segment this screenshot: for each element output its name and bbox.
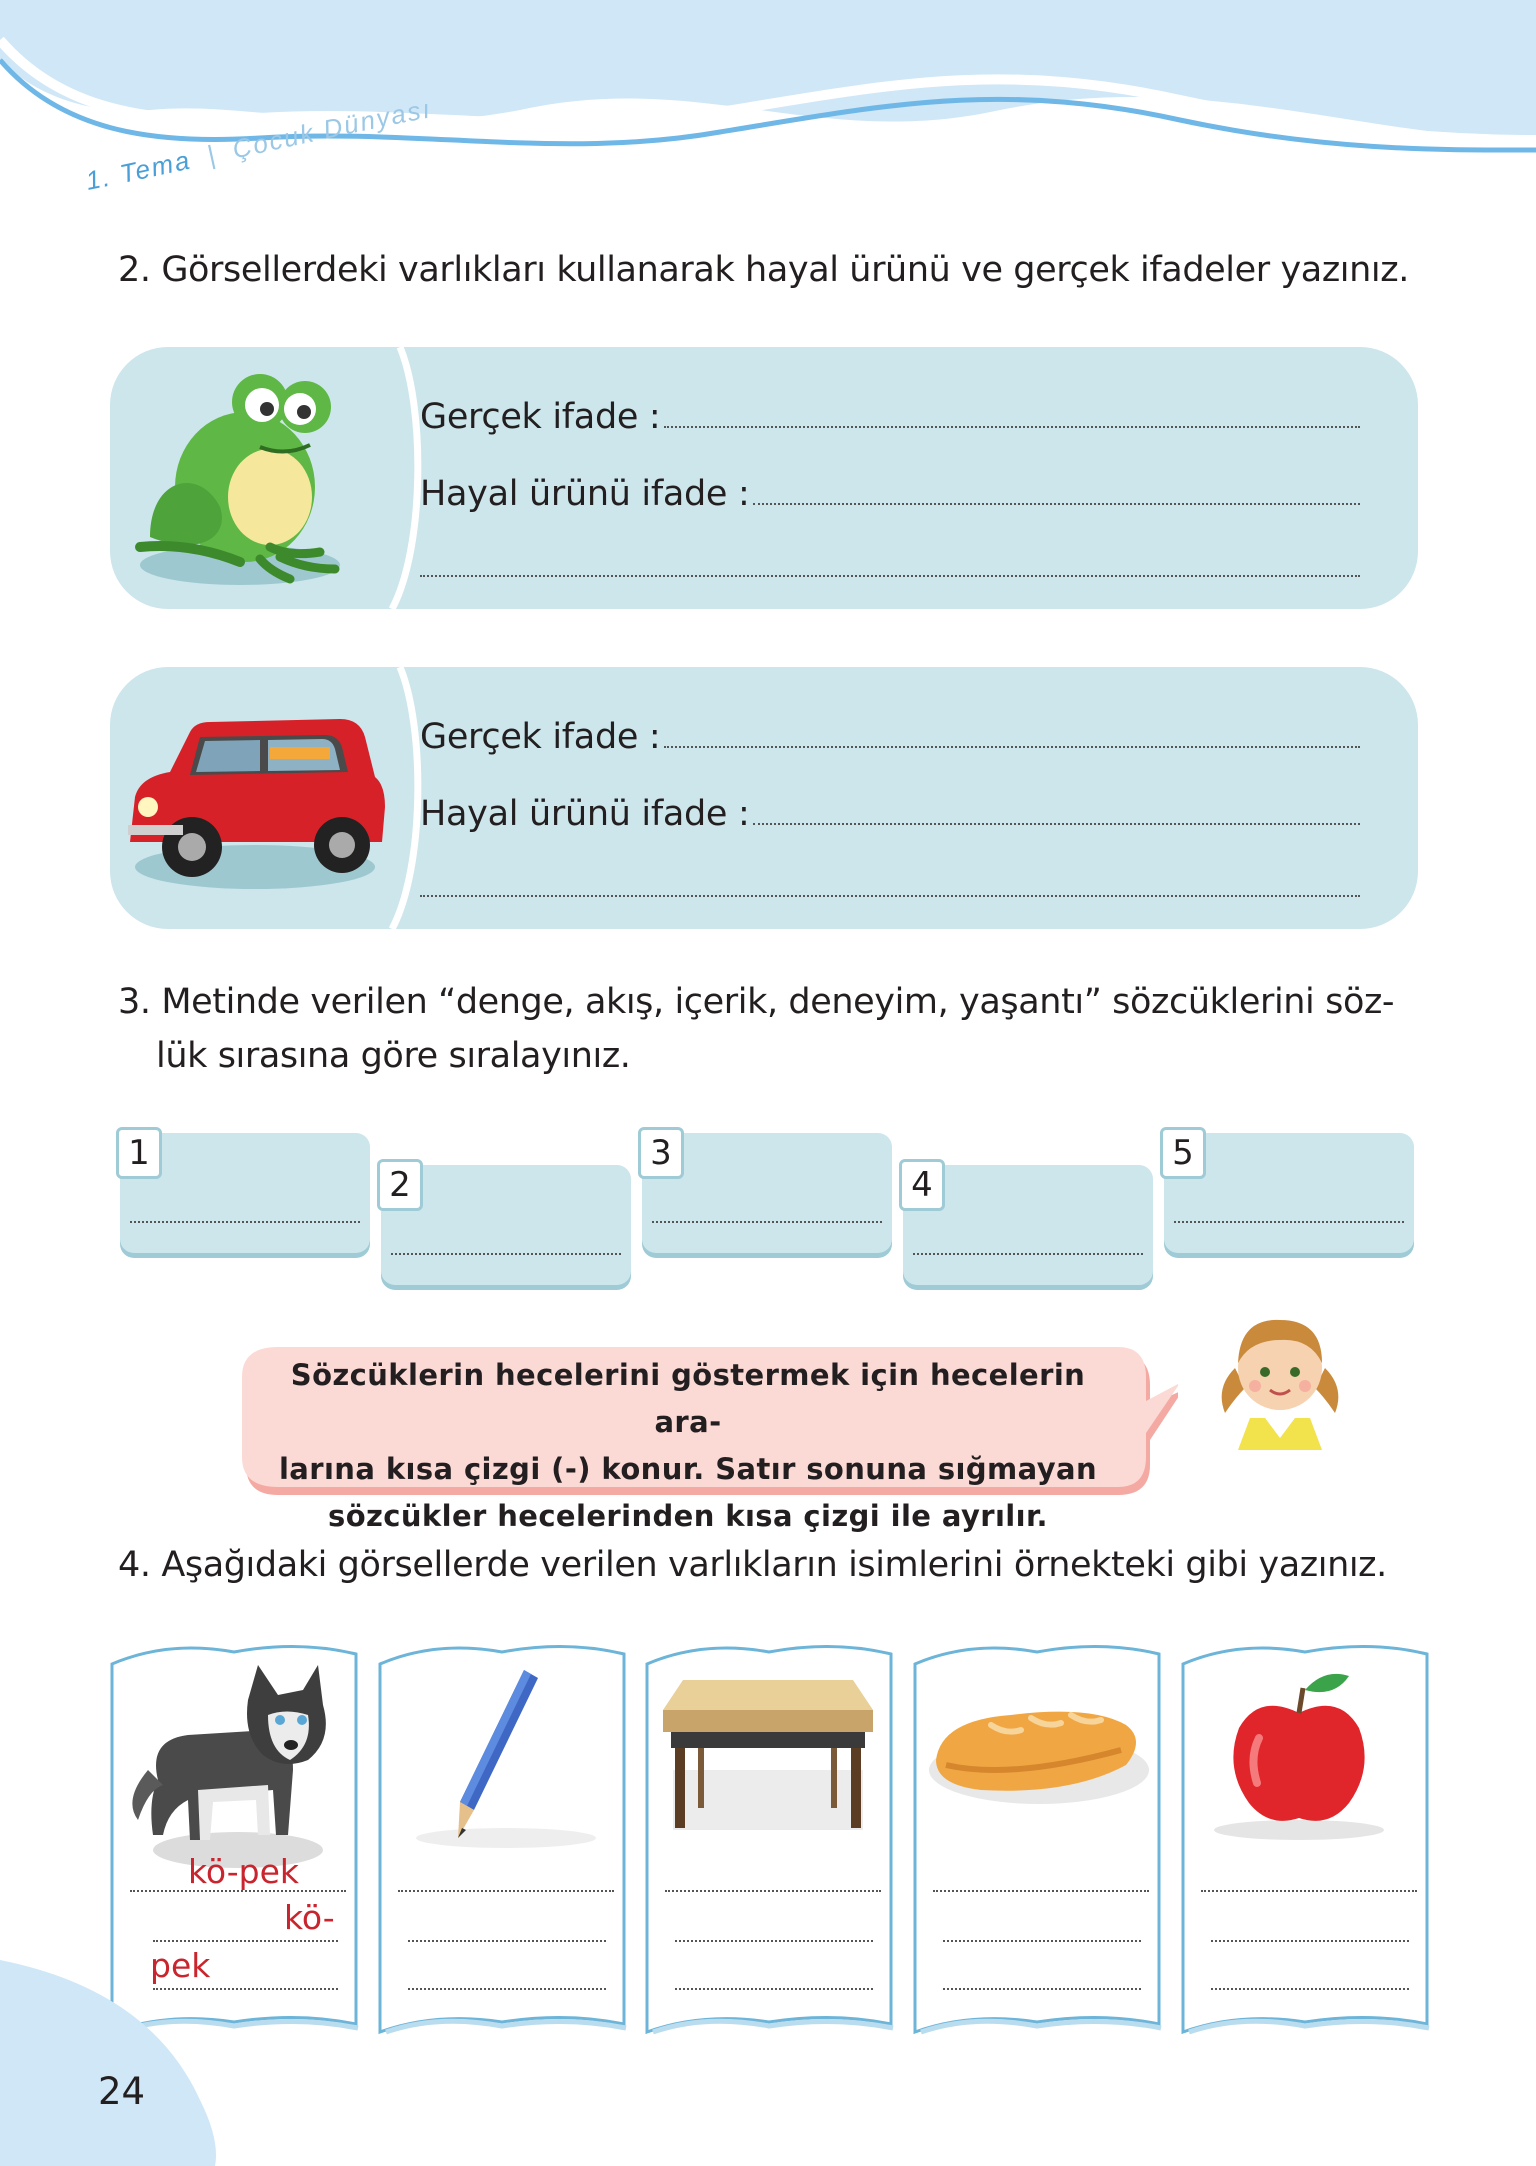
box-number: 3 bbox=[638, 1127, 684, 1179]
example-line-break-part1: kö- bbox=[284, 1898, 335, 1937]
question-4-title: 4. Aşağıdaki görsellerde verilen varlıkların isimlerini örnekteki gibi yazınız. bbox=[118, 1545, 1387, 1585]
answer-line[interactable] bbox=[153, 1940, 338, 1942]
real-statement-label: Gerçek ifade : bbox=[420, 397, 661, 437]
girl-illustration bbox=[1210, 1298, 1350, 1450]
table-image bbox=[653, 1670, 883, 1850]
info-line-1: Sözcüklerin hecelerini göstermek için hecelerin ara- bbox=[290, 1358, 1086, 1439]
order-box-4[interactable] bbox=[903, 1165, 1153, 1285]
info-line-3: sözcükler hecelerinden kısa çizgi ile ayrılır. bbox=[328, 1499, 1048, 1533]
order-box-2[interactable] bbox=[381, 1165, 631, 1285]
answer-line[interactable] bbox=[391, 1253, 621, 1255]
question-3-title-line1: 3. Metinde verilen “denge, akış, içerik, deneyim, yaşantı” sözcüklerini söz- bbox=[118, 982, 1395, 1022]
answer-line[interactable] bbox=[1174, 1221, 1404, 1223]
answer-line[interactable] bbox=[675, 1988, 873, 1990]
frog-image bbox=[110, 347, 410, 609]
imaginary-statement-label: Hayal ürünü ifade : bbox=[420, 474, 750, 514]
order-box-3[interactable] bbox=[642, 1133, 892, 1253]
info-text bbox=[258, 1352, 1118, 1540]
answer-line[interactable] bbox=[1211, 1940, 1409, 1942]
answer-line[interactable] bbox=[943, 1940, 1141, 1942]
answer-line[interactable] bbox=[753, 823, 1360, 825]
svg-text:1. Tema | Çocuk Dü bbox=[83, 93, 434, 196]
box-number: 4 bbox=[899, 1159, 945, 1211]
answer-line[interactable] bbox=[652, 1221, 882, 1223]
answer-line[interactable] bbox=[943, 1988, 1141, 1990]
name-card-apple bbox=[1179, 1640, 1431, 2040]
imaginary-statement-field[interactable] bbox=[420, 784, 1360, 834]
box-number: 5 bbox=[1160, 1127, 1206, 1179]
box-number: 1 bbox=[116, 1127, 162, 1179]
theme-number: 1. Tema bbox=[83, 144, 194, 196]
real-statement-label: Gerçek ifade : bbox=[420, 717, 661, 757]
answer-line[interactable] bbox=[130, 1221, 360, 1223]
answer-line[interactable] bbox=[665, 1890, 881, 1892]
answer-line-extra[interactable] bbox=[420, 575, 1360, 577]
answer-panel-car bbox=[110, 667, 1418, 929]
red-car-image bbox=[110, 667, 410, 929]
imaginary-statement-field[interactable] bbox=[420, 464, 1360, 514]
answer-line[interactable] bbox=[675, 1940, 873, 1942]
answer-line[interactable] bbox=[753, 503, 1360, 505]
theme-label bbox=[80, 90, 500, 200]
answer-line[interactable] bbox=[1211, 1988, 1409, 1990]
example-line-break-part2: pek bbox=[150, 1946, 211, 1985]
answer-line[interactable] bbox=[933, 1890, 1149, 1892]
name-card-bread bbox=[911, 1640, 1163, 2040]
husky-dog-image bbox=[118, 1660, 348, 1870]
name-card-pencil bbox=[376, 1640, 628, 2040]
real-statement-field[interactable] bbox=[420, 387, 1360, 437]
answer-line[interactable] bbox=[1201, 1890, 1417, 1892]
answer-line[interactable] bbox=[398, 1890, 614, 1892]
corner-decoration bbox=[0, 1960, 230, 2166]
answer-line[interactable] bbox=[408, 1940, 606, 1942]
theme-separator: | bbox=[204, 138, 220, 171]
answer-panel-frog bbox=[110, 347, 1418, 609]
real-statement-field[interactable] bbox=[420, 707, 1360, 757]
name-card-table bbox=[643, 1640, 895, 2040]
question-3-title-line2: lük sırasına göre sıralayınız. bbox=[156, 1036, 631, 1076]
order-box-5[interactable] bbox=[1164, 1133, 1414, 1253]
question-2-title: 2. Görsellerdeki varlıkları kullanarak hayal ürünü ve gerçek ifadeler yazınız. bbox=[118, 250, 1409, 290]
bread-image bbox=[921, 1680, 1151, 1830]
answer-line[interactable] bbox=[664, 746, 1360, 748]
info-line-2: larına kısa çizgi (-) konur. Satır sonuna sığmayan bbox=[278, 1452, 1098, 1486]
answer-line-extra[interactable] bbox=[420, 895, 1360, 897]
answer-line[interactable] bbox=[913, 1253, 1143, 1255]
pencil-image bbox=[396, 1660, 606, 1860]
theme-title: Çocuk Dünyası bbox=[229, 93, 435, 165]
imaginary-statement-label: Hayal ürünü ifade : bbox=[420, 794, 750, 834]
apple-image bbox=[1199, 1658, 1409, 1858]
answer-line[interactable] bbox=[664, 426, 1360, 428]
box-number: 2 bbox=[377, 1159, 423, 1211]
example-syllables: kö-pek bbox=[188, 1852, 300, 1891]
answer-line[interactable] bbox=[408, 1988, 606, 1990]
order-box-1[interactable] bbox=[120, 1133, 370, 1253]
page-number: 24 bbox=[98, 2070, 146, 2113]
